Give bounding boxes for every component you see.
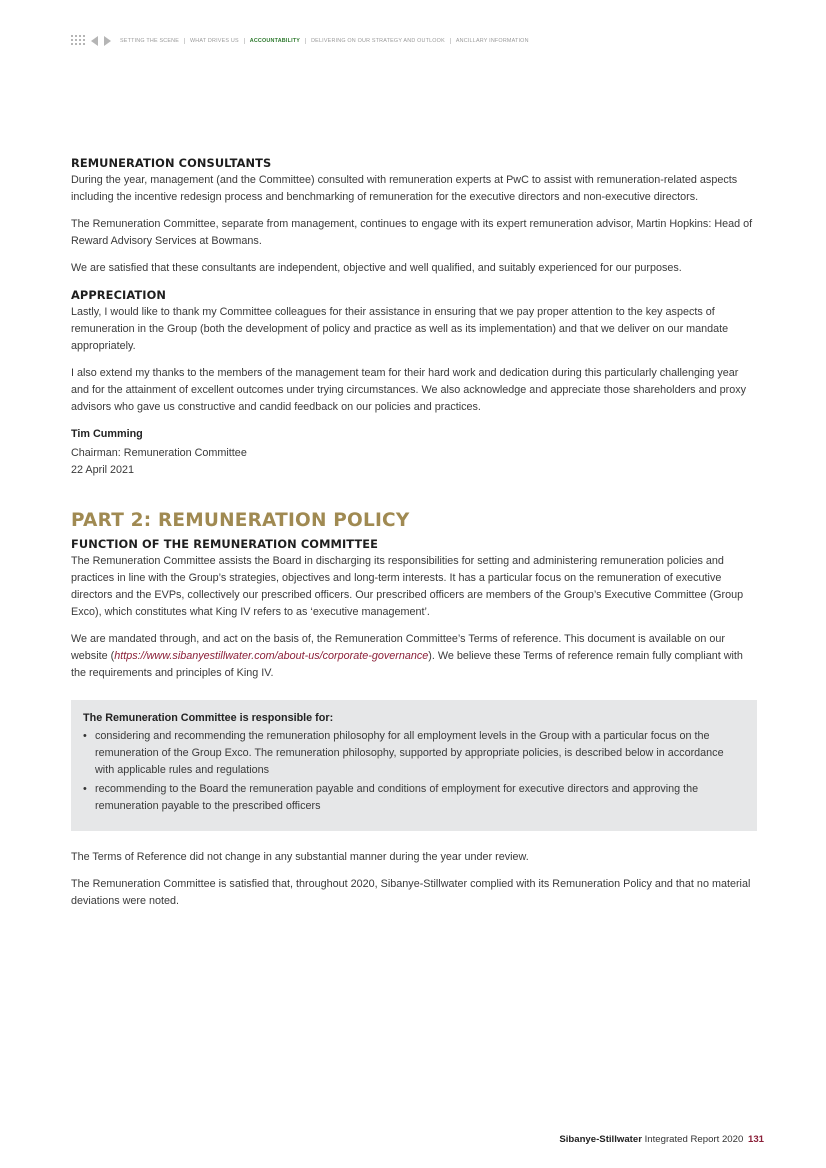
signatory-role: Chairman: Remuneration Committee xyxy=(71,447,247,459)
signatory-date: 22 April 2021 xyxy=(71,464,135,476)
signatory-name: Tim Cumming xyxy=(71,428,143,440)
function-paragraph-1: The Remuneration Committee assists the Board in discharging its responsibilities for setting and administering remuneration policies and practices in line with the Group’s strategies, objectives and long-term interests. It has a particular focus on the remuneration of executive directors and the EVPs, collectively our prescribed officers. Our prescribed officers are members of the Group’s Executive Committee (Group Exco), which constitutes what King IV refers to as ‘executive management’. xyxy=(71,555,744,618)
appreciation-heading: APPRECIATION xyxy=(71,288,167,302)
responsibilities-box xyxy=(71,700,757,831)
main-content xyxy=(71,156,757,910)
closing-paragraph-2: The Remuneration Committee is satisfied that, throughout 2020, Sibanye-Stillwater complied with its Remuneration Policy and that no material deviations were noted. xyxy=(71,878,751,907)
page-number: 131 xyxy=(747,1134,764,1145)
page-footer xyxy=(559,1134,764,1145)
arrow-right-icon[interactable] xyxy=(104,36,111,46)
nav-divider xyxy=(244,38,245,44)
grid-menu-icon[interactable] xyxy=(71,35,85,47)
consultants-paragraph-3: We are satisfied that these consultants are independent, objective and well qualified, and suitably experienced for our purposes. xyxy=(71,262,682,274)
function-paragraph-2-end: ). We believe these Terms of reference remain fully compliant with the requirements and principles of King IV. xyxy=(71,650,743,679)
consultants-paragraph-1: During the year, management (and the Committee) consulted with remuneration experts at PwC to assist with remuneration-related aspects including the incentive redesign process and benchmarking of remuneration for the executive directors and non-executive directors. xyxy=(71,174,738,203)
function-paragraph-2 xyxy=(71,631,757,682)
list-item: • recommending to the Board the remuneration payable and conditions of employment for executive directors and approving the remuneration payable to the prescribed officers xyxy=(83,781,743,815)
governance-link[interactable]: https://www.sibanyestillwater.com/about-us/corporate-governance xyxy=(114,650,429,662)
consultants-heading: REMUNERATION CONSULTANTS xyxy=(71,156,272,170)
list-item: • considering and recommending the remuneration philosophy for all employment levels in the Group with a particular focus on the remuneration of the Group Exco. The remuneration philosophy, supported by appropriate policies, is described below in accordance with applicable rules and regulations xyxy=(83,728,743,779)
nav-divider xyxy=(184,38,185,44)
closing-paragraph-1: The Terms of Reference did not change in any substantial manner during the year under review. xyxy=(71,851,529,863)
nav-accountability[interactable]: ACCOUNTABILITY xyxy=(249,38,301,44)
footer-brand: Sibanye-Stillwater xyxy=(559,1134,642,1145)
appreciation-paragraph-1: Lastly, I would like to thank my Committee colleagues for their assistance in ensuring that we pay proper attention to the key aspects of remuneration in the Group (both the development of policy and practice as well as its implementation) and that we deliver on our mandate appropriately. xyxy=(71,306,729,352)
function-heading: FUNCTION OF THE REMUNERATION COMMITTEE xyxy=(71,537,379,551)
part-2-title: PART 2: REMUNERATION POLICY xyxy=(71,510,410,531)
nav-divider xyxy=(305,38,306,44)
nav-setting-the-scene[interactable]: SETTING THE SCENE xyxy=(120,38,180,44)
appreciation-paragraph-2: I also extend my thanks to the members of the management team for their hard work and dedication during this particularly challenging year and for the attainment of excellent outcomes under trying circumstances. We also acknowledge and appreciate those shareholders and proxy advisors who gave us constructive and candid feedback on our policies and practices. xyxy=(71,367,746,413)
responsibilities-title: The Remuneration Committee is responsible for: xyxy=(83,712,334,724)
consultants-paragraph-2: The Remuneration Committee, separate from management, continues to engage with its expert remuneration advisor, Martin Hopkins: Head of Reward Advisory Services at Bowmans. xyxy=(71,218,753,247)
nav-delivering-on-strategy[interactable]: DELIVERING ON OUR STRATEGY AND OUTLOOK xyxy=(311,38,445,44)
top-navigation xyxy=(71,33,534,49)
nav-what-drives-us[interactable]: WHAT DRIVES US xyxy=(190,38,239,44)
arrow-left-icon[interactable] xyxy=(91,36,98,46)
footer-report-title: Integrated Report 2020 xyxy=(644,1134,744,1145)
nav-ancillary-information[interactable]: ANCILLARY INFORMATION xyxy=(455,38,529,44)
nav-divider xyxy=(450,38,451,44)
responsibilities-list xyxy=(83,728,743,815)
function-paragraph-2-start: We are mandated through, and act on the basis of, the Remuneration Committee’s Terms of reference. This document is available on our website ( xyxy=(71,633,725,662)
